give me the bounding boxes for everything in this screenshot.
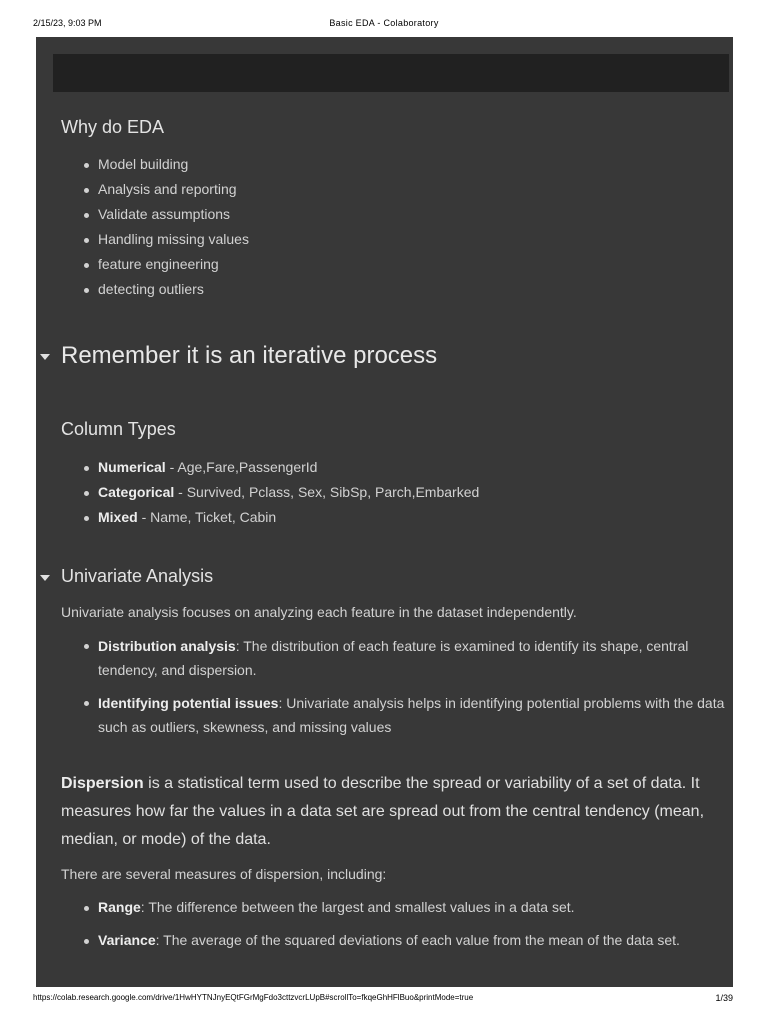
list-item-term: Identifying potential issues bbox=[98, 695, 279, 711]
univariate-list bbox=[98, 634, 728, 739]
collapse-section-icon[interactable] bbox=[40, 575, 50, 581]
list-item: Model building bbox=[98, 152, 249, 177]
dispersion-term: Dispersion bbox=[61, 775, 144, 792]
list-item-text: - Name, Ticket, Cabin bbox=[137, 509, 277, 525]
print-title: Basic EDA - Colaboratory bbox=[329, 18, 439, 28]
univariate-heading: Univariate Analysis bbox=[61, 566, 214, 586]
list-item bbox=[98, 455, 479, 480]
code-cell[interactable] bbox=[53, 54, 729, 92]
column-types-heading: Column Types bbox=[61, 419, 176, 439]
column-types-list bbox=[98, 455, 479, 530]
list-item: Handling missing values bbox=[98, 227, 249, 252]
list-item bbox=[98, 505, 479, 530]
print-footer bbox=[0, 993, 768, 1007]
list-item-term: Numerical bbox=[98, 459, 166, 475]
dispersion-measures-list bbox=[98, 895, 728, 953]
list-item-text: - Age,Fare,PassengerId bbox=[165, 459, 318, 475]
list-item-text: : The average of the squared deviations of each value from the mean of the data set. bbox=[155, 932, 680, 948]
list-item bbox=[98, 895, 728, 920]
print-date: 2/15/23, 9:03 PM bbox=[33, 18, 102, 28]
list-item-term: Mixed bbox=[98, 509, 138, 525]
print-header bbox=[0, 18, 768, 32]
list-item bbox=[98, 634, 728, 682]
list-item: Analysis and reporting bbox=[98, 177, 249, 202]
notebook-page bbox=[36, 37, 733, 987]
list-item-term: Categorical bbox=[98, 484, 175, 500]
list-item: feature engineering bbox=[98, 252, 249, 277]
dispersion-text: is a statistical term used to describe the spread or variability of a set of data. It measures how far the values in a data set are spread out from the central tendency (mean, median, or mode) of the data. bbox=[61, 775, 705, 848]
print-url[interactable]: https://colab.research.google.com/drive/1HwHYTNJnyEQtFGrMgFdo3cttzvcrLUpB#scrollTo=fkqeGhHFlBuo&printMode=true bbox=[33, 993, 474, 1002]
collapse-section-icon[interactable] bbox=[40, 354, 50, 360]
list-item-term: Distribution analysis bbox=[98, 638, 236, 654]
dispersion-measures-intro: There are several measures of dispersion, including: bbox=[61, 866, 387, 882]
iterative-heading: Remember it is an iterative process bbox=[61, 342, 438, 369]
list-item-text: - Survived, Pclass, Sex, SibSp, Parch,Embarked bbox=[174, 484, 480, 500]
list-item bbox=[98, 480, 479, 505]
why-eda-heading: Why do EDA bbox=[61, 117, 165, 137]
list-item bbox=[98, 928, 728, 953]
list-item-text: : The distribution of each feature is examined to identify its shape, central tendency, and dispersion. bbox=[98, 638, 689, 678]
list-item-term: Variance bbox=[98, 932, 156, 948]
list-item-text: : The difference between the largest and smallest values in a data set. bbox=[140, 899, 575, 915]
list-item-term: Range bbox=[98, 899, 141, 915]
page-number: 1/39 bbox=[715, 993, 733, 1003]
list-item bbox=[98, 691, 728, 739]
dispersion-paragraph bbox=[61, 770, 726, 854]
why-eda-list bbox=[98, 152, 249, 302]
list-item: Validate assumptions bbox=[98, 202, 249, 227]
list-item: detecting outliers bbox=[98, 277, 249, 302]
univariate-intro: Univariate analysis focuses on analyzing each feature in the dataset independently. bbox=[61, 604, 577, 620]
list-item-text: : Univariate analysis helps in identifying potential problems with the data such as outliers, skewness, and missing values bbox=[98, 695, 725, 735]
